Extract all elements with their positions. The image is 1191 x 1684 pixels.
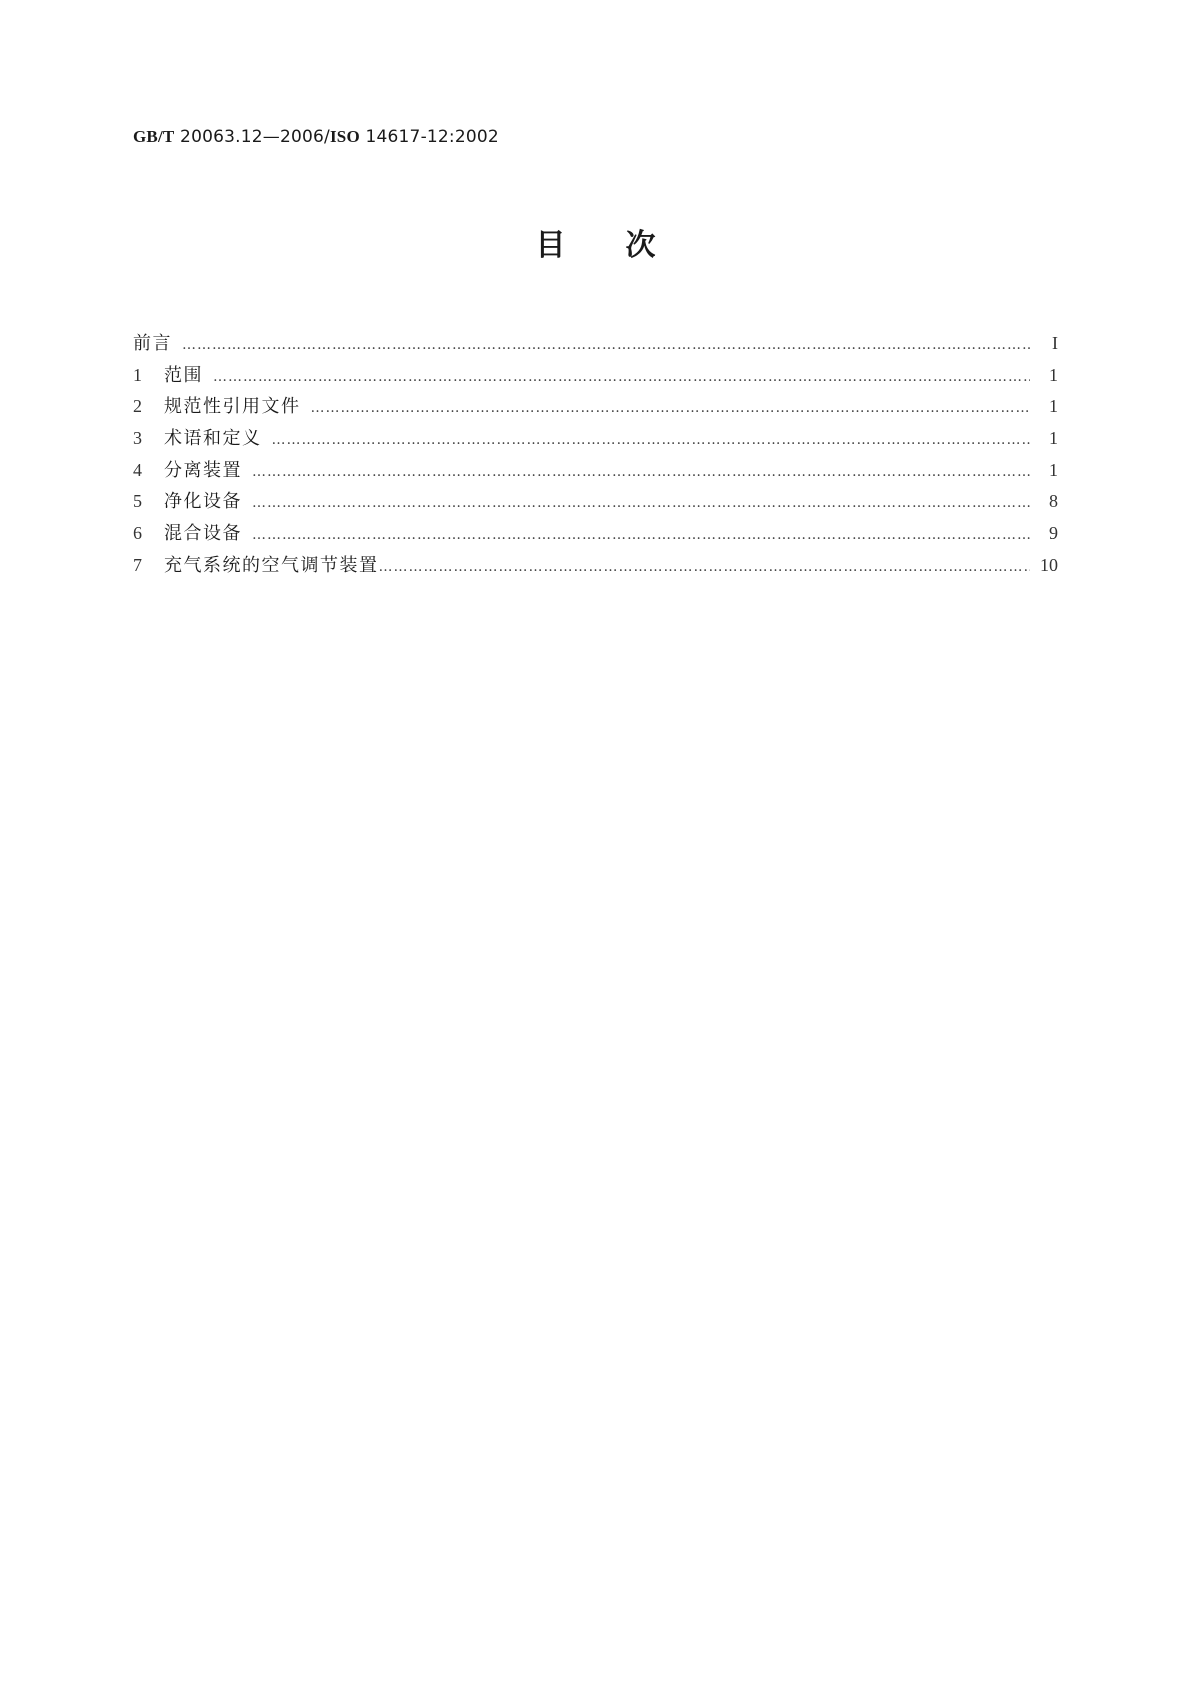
toc-entry-number: 1 bbox=[133, 364, 142, 385]
toc-dot-leader bbox=[252, 495, 1030, 511]
toc-entry-4[interactable] bbox=[133, 456, 1058, 488]
toc-entry-2[interactable] bbox=[133, 392, 1058, 424]
standard-code: GB/T bbox=[133, 127, 175, 146]
toc-entry-label: 术语和定义 bbox=[164, 428, 262, 450]
toc-entry-number: 3 bbox=[133, 428, 142, 449]
toc-entry-label: 规范性引用文件 bbox=[164, 396, 301, 418]
toc-entry-foreword[interactable] bbox=[133, 329, 1058, 361]
toc-entry-number: 6 bbox=[133, 523, 142, 544]
iso-prefix: ISO bbox=[329, 127, 360, 146]
iso-number: 14617-12:2002 bbox=[365, 127, 499, 147]
toc-entry-label: 净化设备 bbox=[164, 491, 242, 513]
toc-entry-page: 10 bbox=[1040, 554, 1058, 575]
toc-entry-page: 1 bbox=[1049, 459, 1058, 480]
toc-entry-label: 前言 bbox=[133, 333, 172, 354]
toc-entry-page: 1 bbox=[1049, 364, 1058, 385]
toc-entry-label: 分离装置 bbox=[164, 459, 242, 481]
toc-dot-leader bbox=[252, 464, 1030, 480]
toc-entry-7[interactable] bbox=[133, 551, 1058, 583]
toc-entry-5[interactable] bbox=[133, 487, 1058, 519]
toc-entry-3[interactable] bbox=[133, 424, 1058, 456]
toc-entry-label: 充气系统的空气调节装置 bbox=[164, 554, 379, 576]
page-title: 目次 bbox=[535, 228, 716, 263]
toc-entry-1[interactable] bbox=[133, 361, 1058, 393]
toc-entry-page: 8 bbox=[1049, 491, 1058, 512]
running-header bbox=[133, 127, 499, 147]
toc-dot-leader bbox=[379, 559, 1031, 575]
table-of-contents bbox=[133, 329, 1058, 583]
toc-entry-page: 1 bbox=[1049, 428, 1058, 449]
toc-entry-6[interactable] bbox=[133, 519, 1058, 551]
toc-entry-number: 7 bbox=[133, 554, 142, 575]
toc-entry-number: 4 bbox=[133, 459, 142, 480]
toc-entry-number: 2 bbox=[133, 396, 142, 417]
toc-entry-page: 1 bbox=[1049, 396, 1058, 417]
toc-dot-leader bbox=[272, 432, 1031, 448]
standard-number: 20063.12—2006/ bbox=[180, 127, 330, 147]
toc-entry-label: 范围 bbox=[164, 364, 203, 386]
toc-entry-page: 9 bbox=[1049, 523, 1058, 544]
toc-entry-number: 5 bbox=[133, 491, 142, 512]
toc-dot-leader bbox=[213, 369, 1030, 385]
toc-dot-leader bbox=[252, 527, 1030, 543]
toc-entry-label: 混合设备 bbox=[164, 523, 242, 545]
toc-dot-leader bbox=[182, 337, 1030, 353]
toc-entry-page: I bbox=[1052, 333, 1058, 353]
toc-dot-leader bbox=[311, 400, 1031, 416]
